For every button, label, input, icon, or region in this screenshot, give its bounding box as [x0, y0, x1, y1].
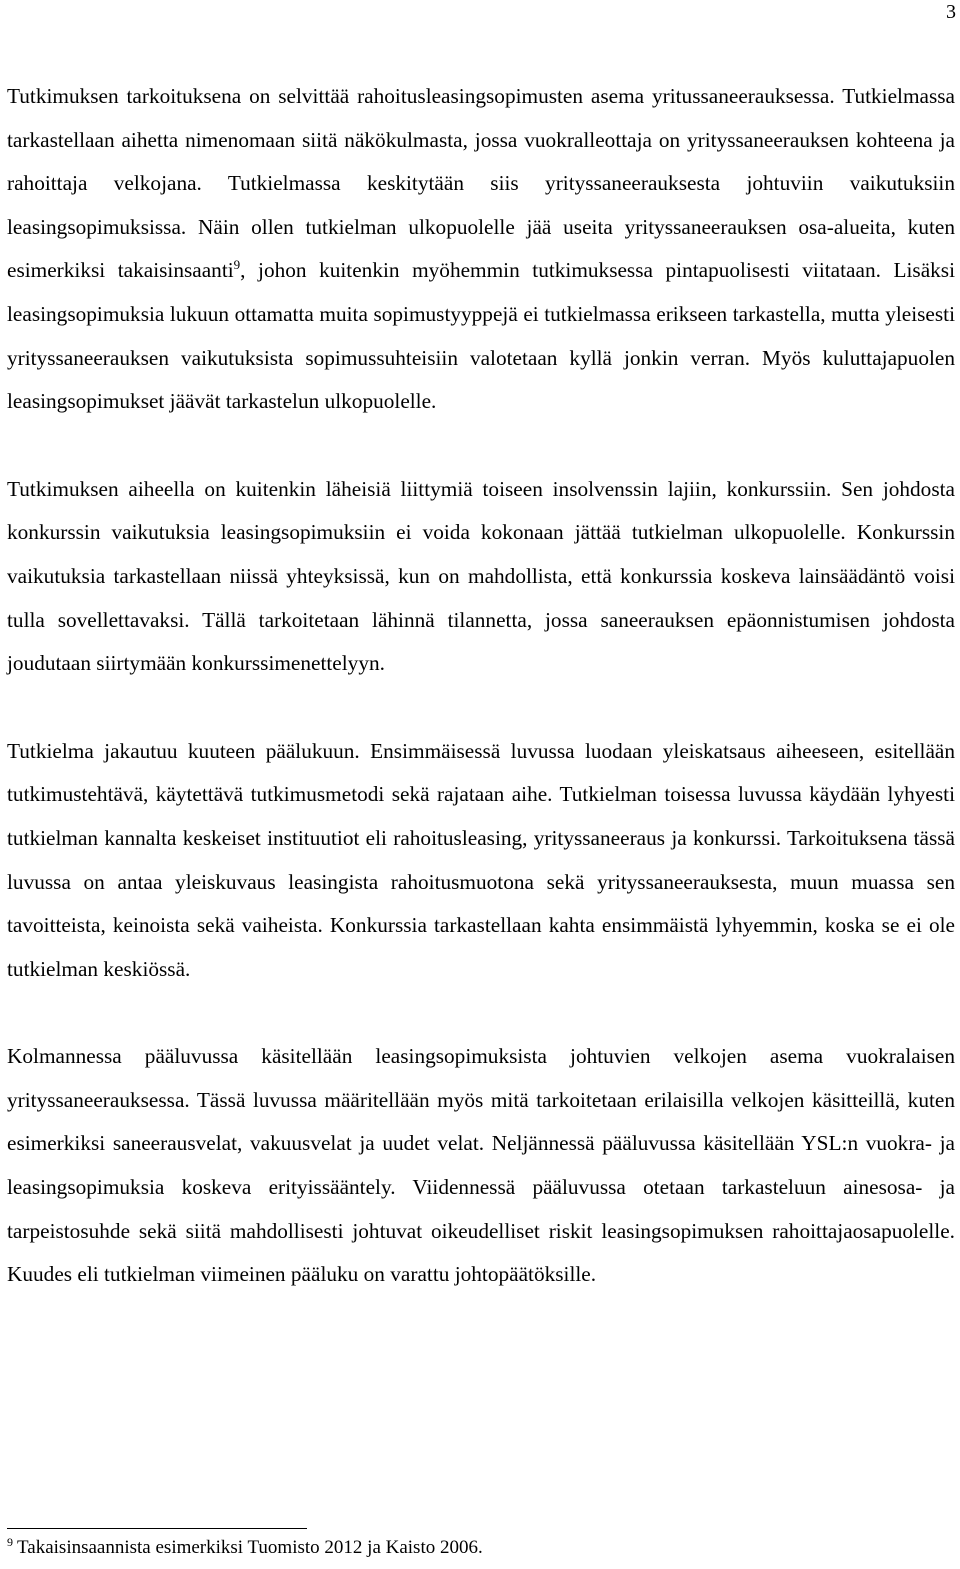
paragraph-chapters: Kolmannessa pääluvussa käsitellään leasingsopimuksista johtuvien velkojen asema vuokralaisen yrityssaneerauksessa. Tässä luvussa määritellään myös mitä tarkoitetaan erilaisilla velkojen käsitteillä, kuten esimerkiksi saneerausvelat, vakuusvelat ja uudet velat. Neljännessä pääluvussa käsitellään YSL:n vuokra- ja leasingsopimuksia koskeva erityissääntely. Viidennessä pääluvussa otetaan tarkasteluun ainesosa- ja tarpeistosuhde sekä siitä mahdollisesti johtuvat oikeudelliset riskit leasingsopimuksen rahoittajaosapuolelle. Kuudes eli tutkielman viimeinen pääluku on varattu johtopäätöksille. — [7, 1044, 955, 1287]
footnote — [7, 1536, 947, 1560]
paragraph-bankruptcy: Tutkimuksen aiheella on kuitenkin läheisiä liittymiä toiseen insolvenssin lajiin, konkurssiin. Sen johdosta konkurssin vaikutuksia leasingsopimuksiin ei voida kokonaan jättää tutkielman ulkopuolelle. Konkurssin vaikutuksia tarkastellaan niissä yhteyksissä, kun on mahdollista, että konkurssia koskeva lainsäädäntö voisi tulla sovellettavaksi. Tällä tarkoitetaan lähinnä tilannetta, jossa saneerauksen epäonnistumisen johdosta joudutaan siirtymään konkurssimenettelyyn. — [7, 476, 955, 676]
body-text — [7, 75, 955, 1341]
footnote-text: Takaisinsaannista esimerkiksi Tuomisto 2012 ja Kaisto 2006. — [17, 1537, 483, 1558]
paragraph-scope-text-before: Tutkimuksen tarkoituksena on selvittää rahoitusleasingsopimusten asema yritussaneerauksessa. Tutkielmassa tarkastellaan aihetta nimenomaan siitä näkökulmasta, jossa vuokralleottaja on yrityssaneerauksen kohteena ja rahoittaja velkojana. Tutkielmassa keskitytään siis yrityssaneerauksesta johtuviin vaikutuksiin leasingsopimuksissa. Näin ollen tutkielman ulkopuolelle jää useita yrityssaneerauksen osa-alueita, kuten esimerkiksi takaisinsaanti — [7, 84, 955, 283]
paragraph-scope-text-after: , johon kuitenkin myöhemmin tutkimuksessa pintapuolisesti viitataan. Lisäksi leasingsopimuksia lukuun ottamatta muita sopimustyyppejä ei tutkielmassa erikseen tarkastella, mutta yleisesti yrityssaneerauksen vaikutuksista sopimussuhteisiin valotetaan kyllä jonkin verran. Myös kuluttajapuolen leasingsopimukset jäävät tarkastelun ulkopuolelle. — [7, 258, 955, 414]
footnote-divider — [7, 1528, 307, 1529]
footnote-number: 9 — [7, 1534, 13, 1549]
footnote-reference[interactable]: 9 — [233, 257, 241, 273]
paragraph-scope — [7, 75, 955, 424]
paragraph-structure: Tutkielma jakautuu kuuteen päälukuun. Ensimmäisessä luvussa luodaan yleiskatsaus aiheeseen, esitellään tutkimustehtävä, käytettävä tutkimusmetodi sekä rajataan aihe. Tutkielman toisessa luvussa käydään lyhyesti tutkielman kannalta keskeiset instituutiot eli rahoitusleasing, yrityssaneeraus ja konkurssi. Tarkoituksena tässä luvussa on antaa yleiskuvaus leasingista rahoitusmuotona sekä yrityssaneerauksesta, muun muassa sen tavoitteista, keinoista sekä vaiheista. Konkurssia tarkastellaan kahta ensimmäistä lyhyemmin, koska se ei ole tutkielman keskiössä. — [7, 738, 955, 981]
page-number: 3 — [946, 1, 956, 23]
